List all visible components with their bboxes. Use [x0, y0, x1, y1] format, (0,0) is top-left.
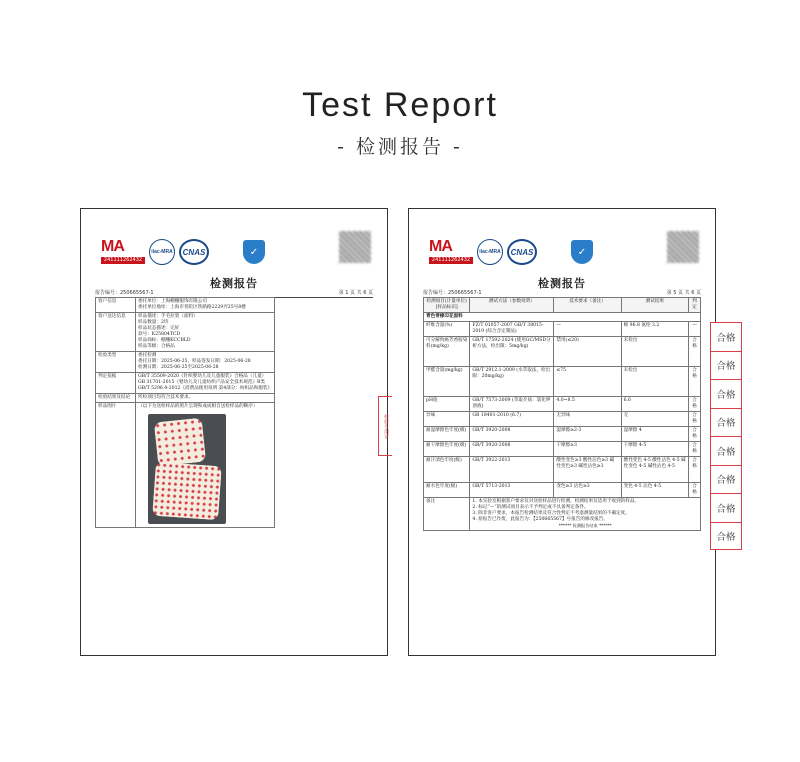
report-end-note: ****** 检测报告结束 ****** — [558, 523, 612, 528]
certification-logos — [101, 237, 265, 267]
row-line: 款号：K25804TCD — [138, 332, 181, 337]
page-number: 第 5 页 共 6 页 — [666, 290, 701, 296]
column-header: 测试方法（参数说明） — [470, 298, 554, 313]
row-line: 委托单位地址：上海市普陀区铁路路2229弄25号8楼 — [138, 305, 246, 310]
row-value — [136, 313, 275, 352]
report-title: 检测报告 — [538, 277, 586, 290]
row-label: 检验结果及结论 — [96, 394, 136, 403]
cell-method: GB 18401-2010 (6.7) — [470, 412, 554, 427]
cell-req: 湿摩擦≥2-3 — [554, 427, 621, 442]
table-row — [424, 483, 701, 498]
row-line: GB/T 35509-2020《针织婴幼儿及儿童服装》合格品（儿童） — [138, 374, 267, 379]
table-row — [424, 322, 701, 337]
cell-req: ≤75 — [554, 367, 621, 397]
cell-verdict: 合格 — [689, 427, 701, 442]
row-value — [136, 352, 275, 373]
row-line: 检测日期：2025-06-25至2025-06-28 — [138, 365, 219, 370]
row-value — [136, 394, 275, 403]
cell-item: 耐水色牢度(级) — [424, 483, 470, 498]
section-row — [424, 313, 701, 322]
table-row — [96, 373, 275, 394]
qr-code-icon — [339, 231, 371, 263]
table-row — [424, 427, 701, 442]
row-line: 委托日期：2025-06-25，样品签发日期：2025-06-28 — [138, 359, 251, 364]
verdict-callout: 合格 — [710, 522, 742, 551]
row-line: 委托单位：上海棚棚服饰有限公司 — [138, 299, 207, 304]
report-number: 报告编号：250665567-1 — [95, 290, 154, 296]
cell-method: GB/T 5713-2013 — [470, 483, 554, 498]
row-label: 样品图片 — [96, 403, 136, 528]
section-label: 青色带橡印花面料 — [424, 313, 701, 322]
cma-logo: MA 241111262432 — [101, 237, 145, 267]
remarks-text — [470, 498, 701, 531]
cell-method: GB/T 7573-2009 (萃取介质：氯化钾溶液) — [470, 397, 554, 412]
cell-result: 湿摩擦 4 — [621, 427, 688, 442]
sample-photo — [148, 414, 226, 524]
cell-req: 4.0~8.5 — [554, 397, 621, 412]
cell-method: GB/T 17592-2024 (使用GC/MSD分析方法，检出限：5mg/kg) — [470, 337, 554, 367]
row-line: 样品描述：手毛拉架（面料） — [138, 314, 198, 319]
row-value — [136, 373, 275, 394]
cell-item: pH值 — [424, 397, 470, 412]
table-row — [424, 337, 701, 367]
remarks-label: 备注 — [424, 498, 470, 531]
table-row — [424, 397, 701, 412]
cell-method: GB/T 3920-2008 — [470, 427, 554, 442]
cell-result: 无 — [621, 412, 688, 427]
ilac-logo: ilac-MRA — [149, 239, 175, 265]
row-label: 客户信息 — [96, 298, 136, 313]
row-value — [136, 403, 275, 528]
table-row — [424, 442, 701, 457]
row-line: 所检项目均符合技术要求。 — [138, 395, 194, 400]
row-line: GB/T 5296.4-2012《消费品使用说明 第4部分：纺织品和服装》 — [138, 386, 273, 391]
cell-item: 纤维含量(%) — [424, 322, 470, 337]
cell-result: 棉 96.8 氨纶 3.2 — [621, 322, 688, 337]
row-label: 客户送达信息 — [96, 313, 136, 352]
cell-verdict: 合格 — [689, 367, 701, 397]
remark-line: 2. 标记“—”的测试项目表示不予判定或不具备判定条件。 — [472, 505, 589, 510]
ilac-logo: ilac-MRA — [477, 239, 503, 265]
column-header: 检测项目(计量单位)[样品标识] — [424, 298, 470, 313]
cell-req: 干摩擦≥3 — [554, 442, 621, 457]
verdict-callout: 合格 — [710, 351, 742, 380]
cma-logo: MA 241111262432 — [429, 237, 473, 267]
qr-code-icon — [667, 231, 699, 263]
cell-verdict: — — [689, 322, 701, 337]
table-row — [424, 412, 701, 427]
verdict-callout: 合格 — [710, 379, 742, 408]
row-label: 判定依据 — [96, 373, 136, 394]
verdict-callout: 合格 — [710, 408, 742, 437]
test-results-table — [423, 297, 701, 531]
cell-item: 耐干摩擦色牢度(级) — [424, 442, 470, 457]
row-line: GB 31701-2015《婴幼儿及儿童纺织产品安全技术规范》B类 — [138, 380, 266, 385]
row-line: 样品等级：合格品 — [138, 344, 175, 349]
hero-subtitle: - 检测报告 - — [337, 136, 463, 158]
table-row — [424, 367, 701, 397]
row-value — [136, 298, 275, 313]
cell-verdict: 合格 — [689, 442, 701, 457]
cell-verdict: 合格 — [689, 397, 701, 412]
cell-method: GB/T 3920-2008 — [470, 442, 554, 457]
cnas-logo: CNAS — [179, 239, 209, 265]
remark-line: 3. 除非客户要求，本报告检测结果及符合性判定不考虑测量结果的不确定度。 — [472, 511, 630, 516]
table-row — [96, 403, 275, 528]
cell-result: 6.6 — [621, 397, 688, 412]
cell-item: 甲醛含量(mg/kg) — [424, 367, 470, 397]
cell-item: 可分解致癌芳香胺染料(mg/kg) — [424, 337, 470, 367]
remark-line: 4. 原报告已作废，此报告为：【250665567】号报告的修改报告。 — [472, 517, 608, 522]
verdict-callouts — [710, 322, 742, 550]
verdict-callout: 合格 — [710, 436, 742, 465]
shield-check-icon: ✓ — [243, 240, 265, 264]
cell-result: 干摩擦 4-5 — [621, 442, 688, 457]
report-page-1 — [80, 208, 388, 656]
fabric-swatch — [152, 462, 222, 520]
cell-method: GB/T 3922-2013 — [470, 457, 554, 483]
table-row — [96, 394, 275, 403]
table-row — [424, 457, 701, 483]
report-title: 检测报告 — [210, 277, 258, 290]
table-row — [96, 313, 275, 352]
cell-verdict: 合格 — [689, 483, 701, 498]
row-line: 样品状态描述：完好 — [138, 326, 180, 331]
client-info-table — [95, 297, 275, 528]
cell-method: GB/T 2912.1-2009 (水萃取法，检出限：20mg/kg) — [470, 367, 554, 397]
table-row — [96, 298, 275, 313]
page-number: 第 1 页 共 6 页 — [338, 290, 373, 296]
cell-verdict: 合格 — [689, 457, 701, 483]
cell-verdict: 合格 — [689, 412, 701, 427]
row-line: （以下为送检样品的照片呈现和成成相自送检样品的顺序） — [138, 404, 258, 409]
fabric-swatch — [154, 418, 206, 467]
cell-item: 耐汗渍色牢度(级) — [424, 457, 470, 483]
row-line: 样品商标：棚棚KCCBLD — [138, 338, 191, 343]
cell-method: FZ/T 01057-2007 GB/T 38015-2019 (综合含定制法) — [470, 322, 554, 337]
verdict-callout: 合格 — [710, 465, 742, 494]
verdict-callout: 合格 — [710, 322, 742, 351]
certification-logos — [429, 237, 593, 267]
row-line: 样品数量：2块 — [138, 320, 169, 325]
cell-req: 酸性变色≥3 酸性沾色≥3 碱性变色≥3 碱性沾色≥3 — [554, 457, 621, 483]
column-header: 技术要求（备注） — [554, 298, 621, 313]
cell-result: 未检出 — [621, 367, 688, 397]
cell-req: 禁用(≤20) — [554, 337, 621, 367]
report-page-5 — [408, 208, 716, 656]
verdict-callout: 合格 — [710, 493, 742, 522]
cell-req: 无异味 — [554, 412, 621, 427]
table-row — [96, 352, 275, 373]
cell-result: 未检出 — [621, 337, 688, 367]
remarks-row — [424, 498, 701, 531]
row-label: 检验类型 — [96, 352, 136, 373]
report-number: 报告编号：250665567-1 — [423, 290, 482, 296]
shield-check-icon: ✓ — [571, 240, 593, 264]
column-header: 判定 — [689, 298, 701, 313]
cell-req: 变色≥3 沾色≥3 — [554, 483, 621, 498]
cell-item: 异味 — [424, 412, 470, 427]
inspection-stamp: 检验专用章 — [378, 396, 392, 456]
row-line: 委托检测 — [138, 353, 157, 358]
cell-verdict: 合格 — [689, 337, 701, 367]
cnas-logo: CNAS — [507, 239, 537, 265]
hero-title: Test Report — [302, 86, 498, 124]
remark-line: 1. 本实验室根据客户要求仅对送检样品进行检测，检测结果仅适用于收到的样品。 — [472, 499, 640, 504]
cell-result: 酸性变色 4-5 酸性沾色 4-5 碱性变色 4-5 碱性沾色 4-5 — [621, 457, 688, 483]
cell-result: 变色 4-5 沾色 4-5 — [621, 483, 688, 498]
cell-item: 耐湿摩擦色牢度(级) — [424, 427, 470, 442]
cell-req: — — [554, 322, 621, 337]
column-header: 测试结果 — [621, 298, 688, 313]
